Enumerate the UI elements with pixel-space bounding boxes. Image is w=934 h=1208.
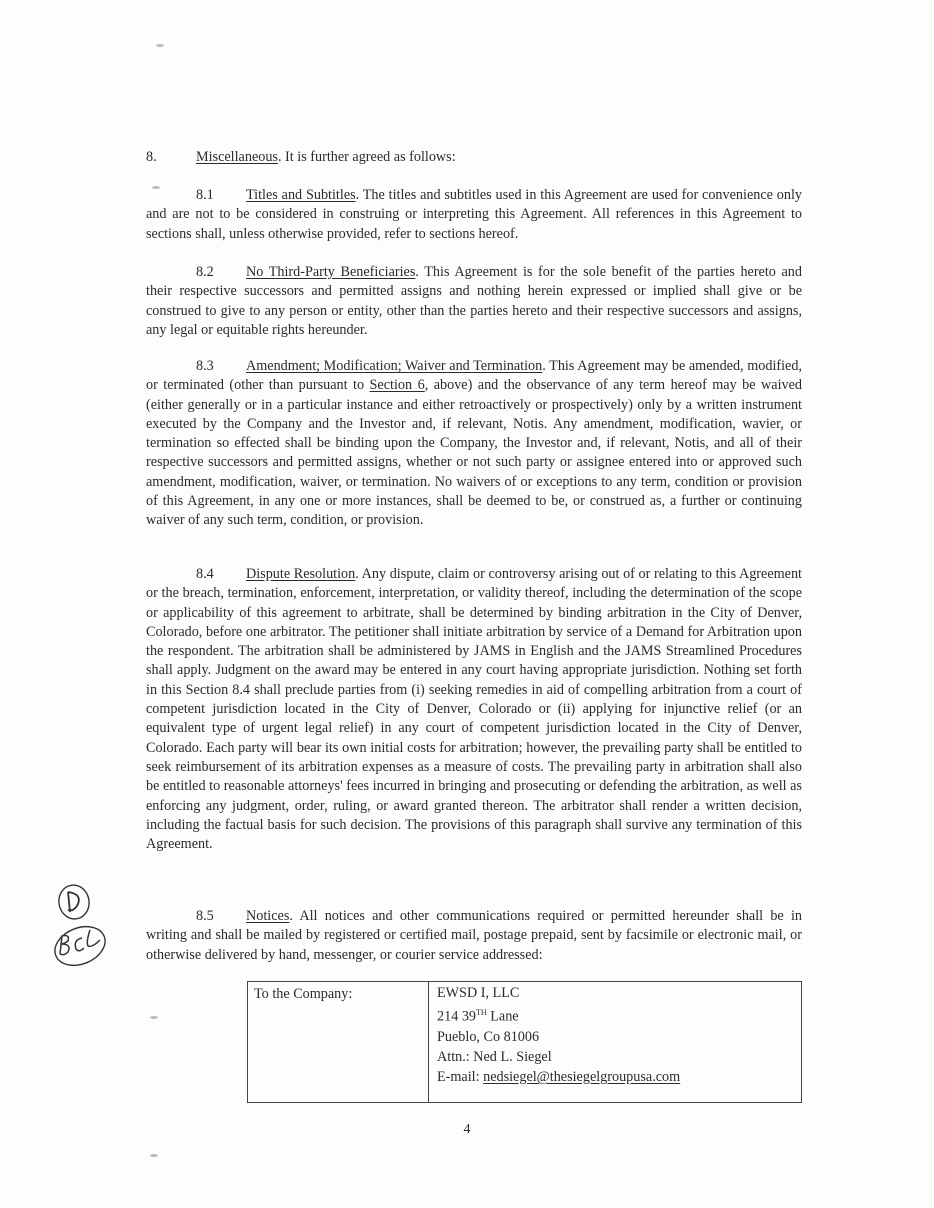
- handwritten-initials: [46, 882, 116, 977]
- address-cell: [429, 982, 801, 1102]
- scan-speck: [156, 44, 164, 47]
- section-8-1: [146, 186, 802, 244]
- section-title: Miscellaneous: [196, 149, 278, 165]
- section-number: 8.3: [196, 358, 214, 374]
- email-label: E-mail:: [437, 1068, 484, 1085]
- section-title: Amendment; Modification; Waiver and Termination: [246, 358, 543, 374]
- section-8-heading: [146, 148, 456, 167]
- section-8-4: [146, 565, 802, 854]
- company-name: EWSD I, LLC: [437, 985, 520, 1001]
- street-address: [437, 1003, 793, 1027]
- section-title: Dispute Resolution: [246, 566, 356, 582]
- street-number: 214 39: [437, 1008, 477, 1025]
- section-number: 8.5: [196, 908, 214, 924]
- initials-signature-icon: [46, 882, 116, 972]
- section-text: , above) and the observance of any term hereof may be waived (either generally or in a particular instance and either retroactively or prospectively) only by a written instrument executed by the Company and the Investor and, if relevant, Notis. Any amendment, modification, wavier, or termination so effected shall be binding upon the Company, the Investor and, if relevant, Notis, and all of their respective successors and permitted assigns, whether or not such party or assignee entered into or approved such amendment, modification, waiver, or termination. No waivers of or exceptions to any term, condition or provision of this Agreement, in any one or more instances, shall be deemed to be, or construed as, a further or continuing waiver of any such term, condition, or provision.: [146, 377, 803, 529]
- street-suffix: TH: [476, 1008, 487, 1017]
- section-text: . All notices and other communications required or permitted hereunder shall be in writing and shall be mailed by registered or certified mail, postage prepaid, sent by facsimile or electronic mail, or otherwise delivered by hand, messenger, or courier service addressed:: [146, 908, 802, 963]
- section-reference: Section 6: [369, 377, 425, 394]
- section-title: No Third-Party Beneficiaries: [246, 264, 416, 280]
- recipient-label: To the Company:: [254, 986, 353, 1002]
- street-name: Lane: [486, 1008, 519, 1025]
- section-number: 8.2: [196, 264, 214, 280]
- city-line: Pueblo, Co 81006: [437, 1028, 540, 1045]
- section-number: 8.4: [196, 566, 214, 582]
- page-number: 4: [463, 1122, 471, 1137]
- section-title: Notices: [246, 908, 290, 924]
- scan-speck: [150, 1154, 158, 1157]
- section-8-5: [146, 907, 802, 965]
- attention-line: Attn.: Ned L. Siegel: [437, 1048, 552, 1065]
- notice-address-table: [247, 981, 802, 1103]
- section-title: Titles and Subtitles: [246, 187, 356, 203]
- section-8-2: [146, 263, 802, 340]
- section-text: . The titles and subtitles used in this Agreement are used for convenience only and are not to be considered in construing or interpreting this Agreement. All references in this Agreement to sections shall, unless otherwise provided, refer to sections hereof.: [146, 187, 802, 242]
- section-intro: . It is further agreed as follows:: [277, 149, 456, 165]
- section-number: 8.1: [196, 187, 214, 203]
- scan-speck: [150, 1016, 158, 1019]
- section-text: . This Agreement may be amended, modified, or terminated (other than pursuant to: [146, 358, 802, 394]
- email-link[interactable]: nedsiegel@thesiegelgroupusa.com: [483, 1068, 681, 1085]
- section-8-3: [146, 357, 802, 531]
- section-number: 8.: [146, 149, 157, 165]
- section-text: . Any dispute, claim or controversy arising out of or relating to this Agreement or the breach, termination, enforcement, interpretation, or validity thereof, including the determination of the scope or applicability of this agreement to arbitrate, shall be determined by binding arbitration in the City of Denver, Colorado, before one arbitrator. The petitioner shall initiate arbitration by service of a Demand for Arbitration upon the respondent. The arbitration shall be administered by JAMS in English and the JAMS Streamlined Procedures shall apply. Judgment on the award may be entered in any court having appropriate jurisdiction. Nothing set forth in this Section 8.4 shall preclude parties from (i) seeking remedies in aid of compelling arbitration from a court of competent jurisdiction located in the City of Denver, Colorado or (ii) applying for injunctive relief (or an equivalent type of urgent legal relief) in any court of competent jurisdiction located in the City of Denver, Colorado. Each party will bear its own initial costs for arbitration; however, the prevailing party shall be entitled to seek reimbursement of its arbitration expenses as a measure of costs. The prevailing party in arbitration shall also be entitled to reasonable attorneys' fees incurred in bringing and prosecuting or defending the arbitration, as well as enforcing any judgment, order, ruling, or award granted thereon. The arbitrator shall render a written decision, including the factual basis for such decision. The provisions of this paragraph shall survive any termination of this Agreement.: [146, 566, 802, 853]
- recipient-cell: [248, 982, 429, 1102]
- email-line: [437, 1067, 793, 1087]
- section-text: . This Agreement is for the sole benefit of the parties hereto and their respective successors and permitted assigns and nothing herein expressed or implied shall give or be construed to give to any person or entity, other than the parties hereto and their respective successors and assigns, any legal or equitable rights hereunder.: [146, 264, 802, 338]
